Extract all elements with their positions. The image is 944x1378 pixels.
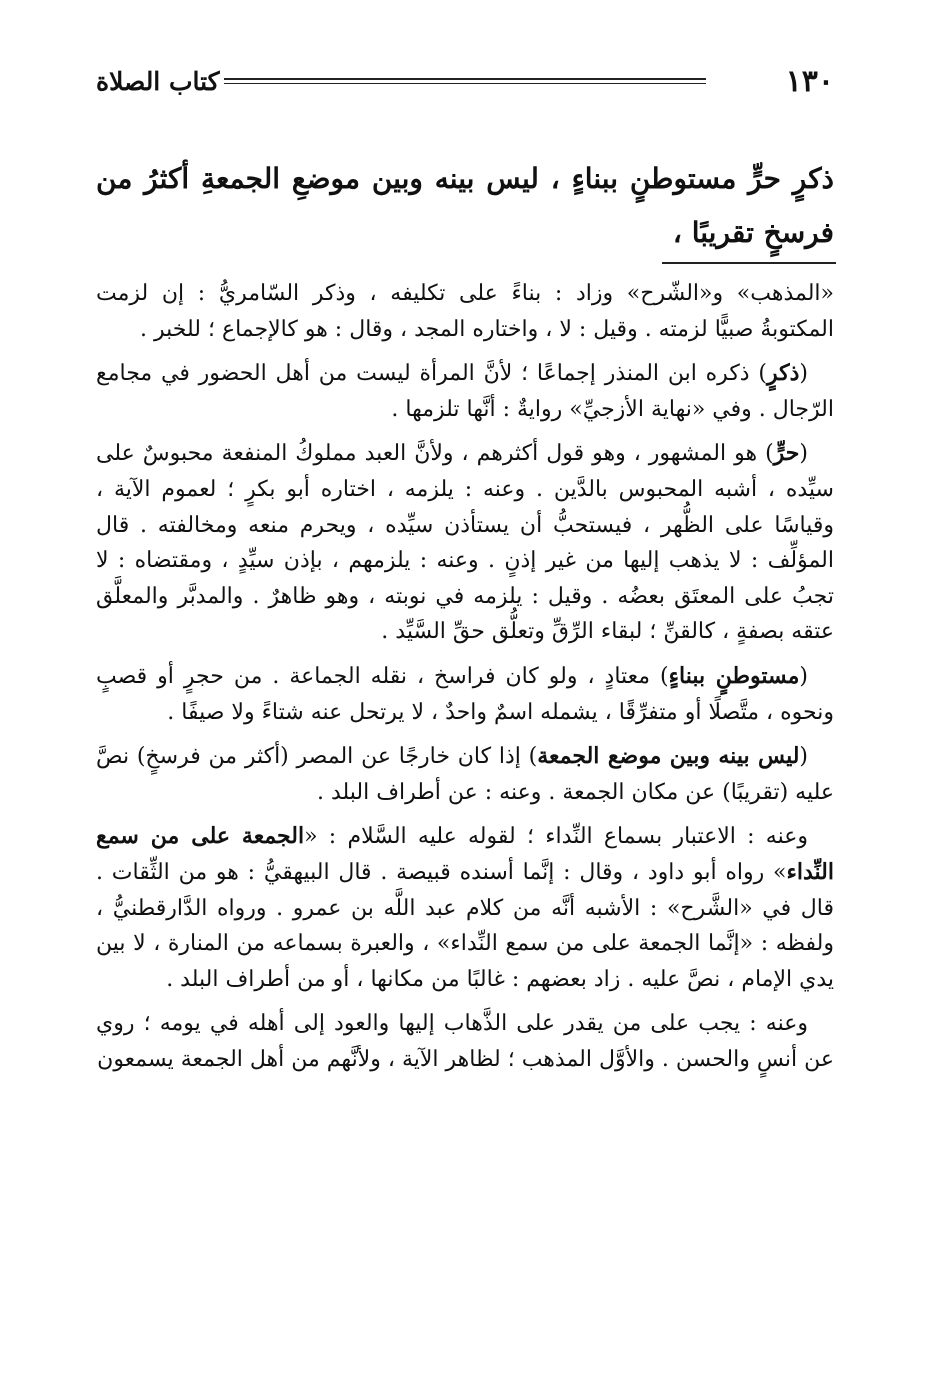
paragraph: [96, 436, 834, 650]
page-header: [96, 62, 834, 102]
lemma: ليس بينه وبين موضع الجمعة: [537, 743, 800, 770]
paragraph-text: وعنه : الاعتبار بسماع النِّداء ؛ لقوله عليه السَّلام : «: [304, 824, 808, 850]
commentary-body: [96, 276, 834, 1086]
matn-text: ذكرٍ حرٍّ مستوطنٍ ببناءٍ ، ليس بينه وبين موضعِ الجمعةِ أكثرُ من فرسخٍ تقريبًا ،: [96, 162, 834, 249]
lemma: مستوطنٍ ببناءٍ: [668, 662, 800, 689]
paragraph-text: (: [799, 744, 809, 770]
paragraph-text: وعنه : يجب على من يقدر على الذَّهاب إليها والعود إلى أهله في يومه ؛ روي عن أنسٍ والحسن . والأوَّل المذهب ؛ لظاهر الآية ، ولأنَّهم من أهل الجمعة يسمعون: [96, 1011, 834, 1072]
paragraph: [96, 1006, 834, 1077]
paragraph: [96, 276, 834, 347]
paragraph-text: ) ذكره ابن المنذر إجماعًا ؛ لأنَّ المرأة ليست من أهل الحضور في مجامع الرّجال . وفي «نهاية الأزجيِّ» روايةٌ : أنَّها تلزمها .: [96, 361, 834, 422]
paragraph: [96, 659, 834, 730]
paragraph: [96, 819, 834, 997]
paragraph-text: (: [799, 663, 809, 689]
header-rule: [224, 78, 706, 80]
paragraph-text: (: [799, 361, 808, 387]
paragraph-text: ) معتادٍ ، ولو كان فراسخ ، نقله الجماعة . من حجرٍ أو قصبٍ ونحوه ، متَّصلًا أو متفرِّقًا ، يشمله اسمٌ واحدٌ ، لا يرتحل عنه شتاءً ولا صيفًا .: [96, 663, 834, 725]
lemma: حرٍّ: [773, 440, 800, 467]
paragraph-text: ) هو المشهور ، وهو قول أكثرهم ، ولأنَّ العبد مملوكُ المنفعة محبوسٌ على سيِّده ، أشبه المحبوس بالدَّين . وعنه : يلزمه ، اختاره أبو بكرٍ ؛ لعموم الآية ، وقياسًا على الظُّهر ، فيستحبُّ أن يستأذن سيِّده ، ويحرم منعه ومخالفته . قال المؤلِّف : لا يذهب إليها من غير إذنٍ . وعنه : يلزمهم ، بإذن سيِّدٍ ، ومقتضاه : لا تجبُ على المعتَق بعضُه . وقيل : يلزمه في نوبته ، وهو ظاهرٌ . والمدبَّر والمعلَّق عتقه بصفةٍ ، كالقنِّ ؛ لبقاء الرِّقِّ وتعلُّق حقِّ السَّيِّد .: [96, 441, 834, 645]
paragraph-text: (: [799, 441, 808, 467]
paragraph: [96, 739, 834, 810]
paragraph-text: «المذهب» و«الشّرح» وزاد : بناءً على تكليفه ، وذكر السّامريُّ : إن لزمت المكتوبةُ صبيًّا لزمته . وقيل : لا ، واختاره المجد ، وقال : هو كالإجماع ؛ للخبر .: [96, 281, 834, 342]
matn-separator: [662, 262, 836, 264]
paragraph: [96, 356, 834, 427]
running-title: كتاب الصلاة: [96, 67, 220, 96]
page-number: ١٣٠: [785, 64, 834, 99]
paragraph-text: » رواه أبو داود ، وقال : إنَّما أسنده قبيصة . قال البيهقيُّ : هو من الثِّقات . قال في «الشَّرح» : الأشبه أنَّه من كلام عبد اللَّه بن عمرو . ورواه الدَّارقطنيُّ ، ولفظه : «إنَّما الجمعة على من سمع النِّداء» ، والعبرة بسماعه من المنارة ، لا بين يدي الإمام ، نصَّ عليه . زاد بعضهم : غالبًا من مكانها ، أو من أطراف البلد .: [96, 859, 834, 992]
paragraph-text: ) إذا كان خارجًا عن المصر (أكثر من فرسخٍ) نصَّ عليه (تقريبًا) عن مكان الجمعة . وعنه : عن أطراف البلد .: [96, 744, 834, 805]
lemma: ذكرٍ: [766, 360, 800, 387]
hadith-quote: الجمعة على من سمع النِّداء: [96, 823, 834, 885]
header-rule-thin: [224, 83, 706, 84]
